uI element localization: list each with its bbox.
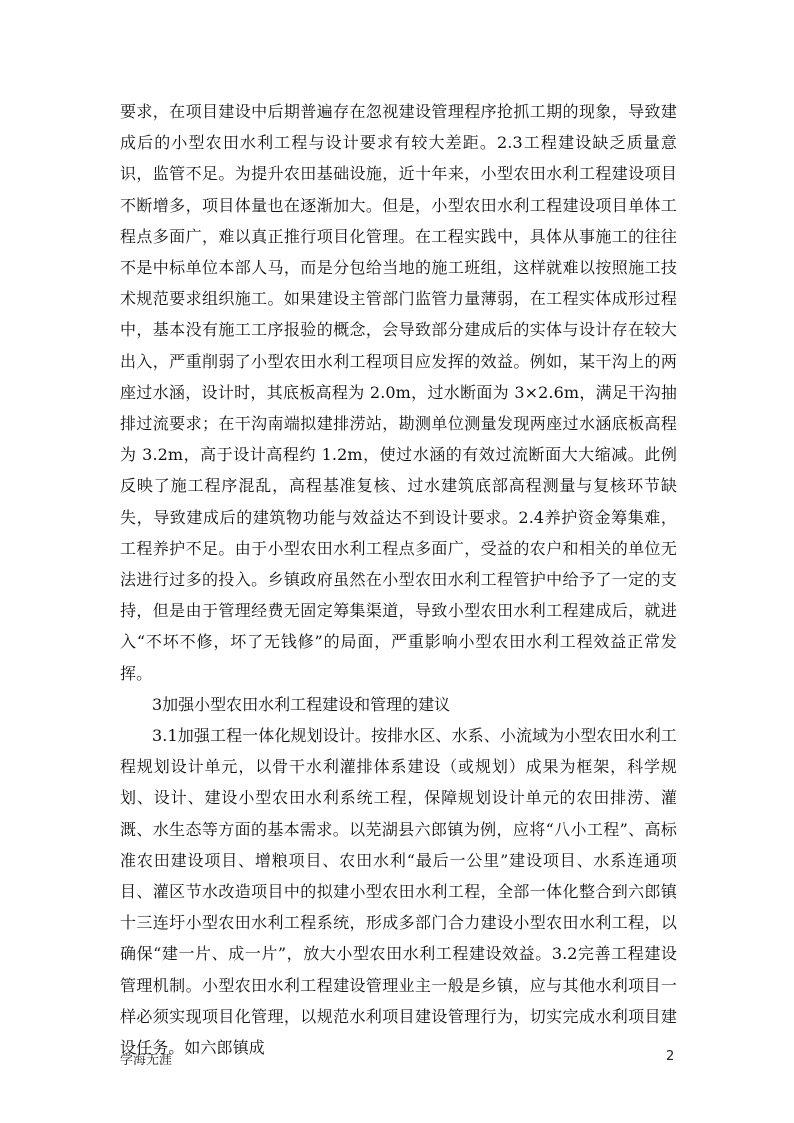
body-paragraph: 3.1加强工程一体化规划设计。按排水区、水系、小流域为小型农田水利工程规划设计单元，以骨干水利灌排体系建设（或规划）成果为框架，科学规划、设计、建设小型农田水利系统工程，保障规划设计单元的农田排涝、灌溉、水生态等方面的基本需求。以芜湖县六郎镇为例，应将“八小工程”、高标准农田建设项目、增粮项目、农田水利“最后一公里”建设项目、水系连通项目、灌区节水改造项目中的拟建小型农田水利工程，全部一体化整合到六郎镇十三连圩小型农田水利工程系统，形成多部门合力建设小型农田水利工程，以确保“建一片、成一片”，放大小型农田水利工程建设效益。3.2完善工程建设管理机制。小型农田水利工程建设管理业主一般是乡镇，应与其他水利项目一样必须实现项目化管理，以规范水利项目建设管理行为，切实完成水利项目建设任务。如六郎镇成 <box>120 726 677 1058</box>
page-number: 2 <box>666 1049 675 1064</box>
section-heading: 3加强小型农田水利工程建设和管理的建议 <box>152 694 451 714</box>
document-body <box>120 96 677 1063</box>
body-paragraph: 要求，在项目建设中后期普遍存在忽视建设管理程序抢抓工期的现象，导致建成后的小型农田水利工程与设计要求有较大差距。2.3工程建设缺乏质量意识，监管不足。为提升农田基础设施，近十年来，小型农田水利工程建设项目不断增多，项目体量也在逐渐加大。但是，小型农田水利工程建设项目单体工程点多面广，难以真正推行项目化管理。在工程实践中，具体从事施工的往往不是中标单位本部人马，而是分包给当地的施工班组，这样就难以按照施工技术规范要求组织施工。如果建设主管部门监管力量薄弱，在工程实体成形过程中，基本没有施工工序报验的概念，会导致部分建成后的实体与设计存在较大出入，严重削弱了小型农田水利工程项目应发挥的效益。例如，某干沟上的两座过水涵，设计时，其底板高程为 2.0m，过水断面为 3×2.6m，满足干沟抽排过流要求；在干沟南端拟建排涝站，勘测单位测量发现两座过水涵底板高程为 3.2m，高于设计高程约 1.2m，使过水涵的有效过流断面大大缩减。此例反映了施工程序混乱，高程基准复核、过水建筑底部高程测量与复核环节缺失，导致建成后的建筑物功能与效益达不到设计要求。2.4养护资金筹集难，工程养护不足。由于小型农田水利工程点多面广，受益的农户和相关的单位无法进行过多的投入。乡镇政府虽然在小型农田水利工程管护中给予了一定的支持，但是由于管理经费无固定筹集渠道，导致小型农田水利工程建成后，就进入“不坏不修，坏了无钱修”的局面，严重影响小型农田水利工程效益正常发挥。 <box>120 102 677 683</box>
footer-text: 学海无涯 <box>120 1053 173 1068</box>
